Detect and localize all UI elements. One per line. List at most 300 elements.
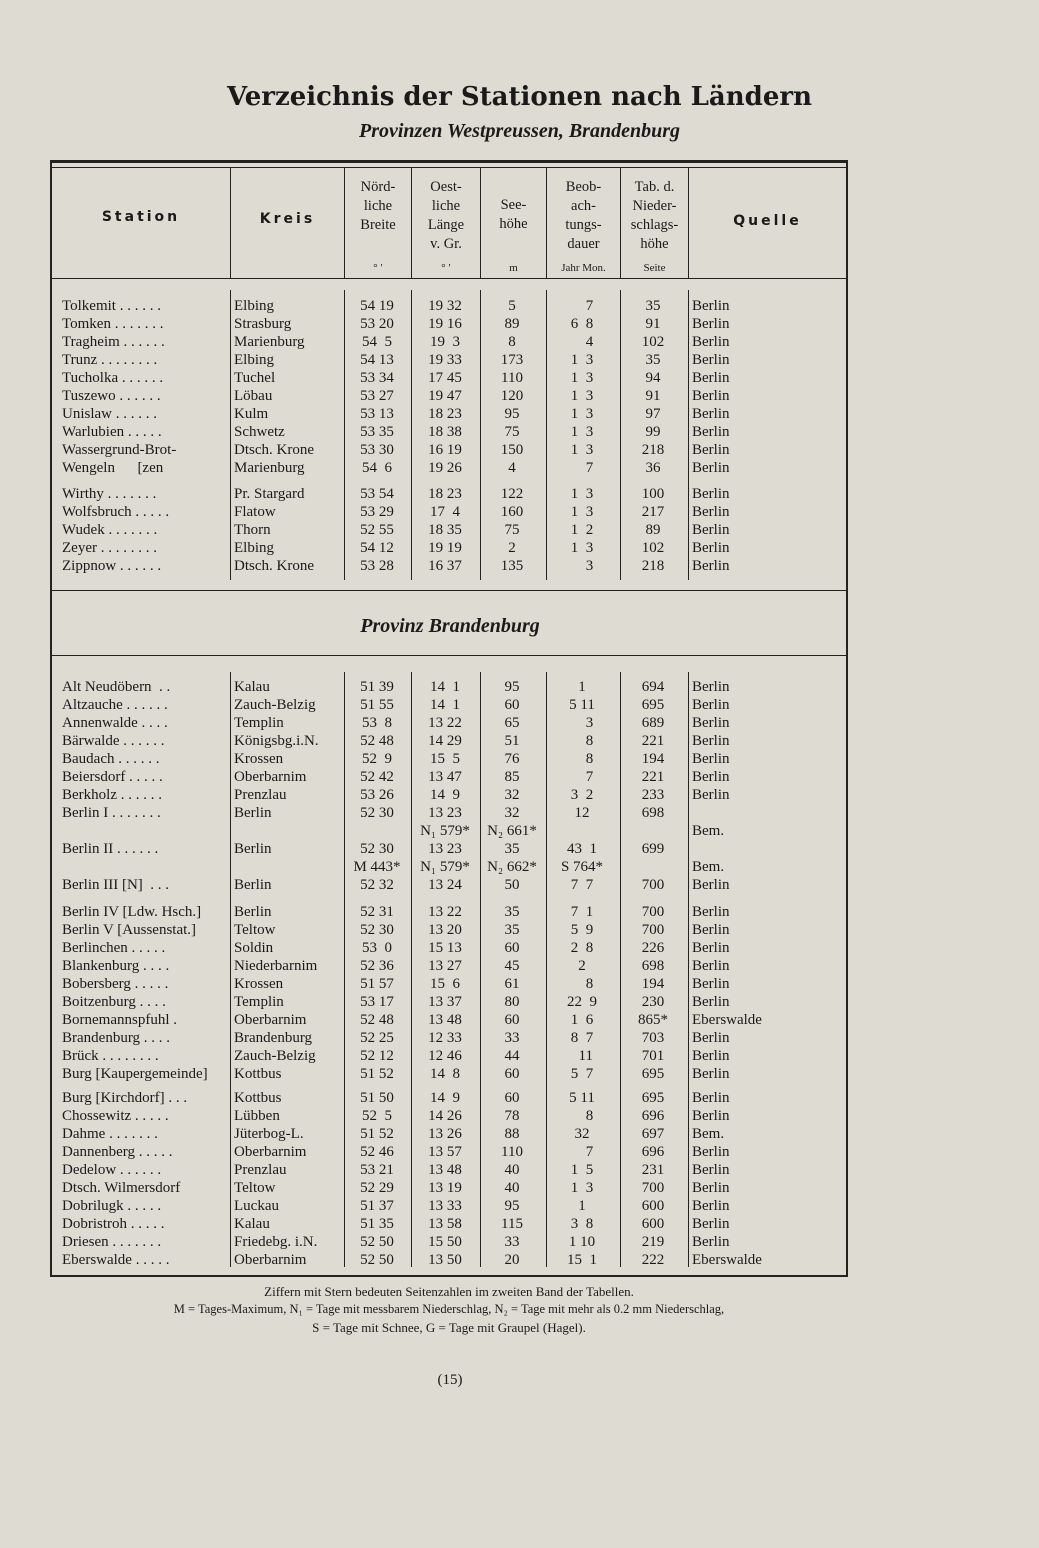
table-row — [0, 750, 848, 768]
station-name: Annenwalde . . . . — [62, 715, 168, 731]
seehoehe: 80 — [504, 994, 520, 1010]
breite: 52 50 — [360, 1234, 394, 1250]
quelle: Berlin — [692, 715, 730, 731]
table-row — [0, 1029, 848, 1047]
laenge: 19 32 — [428, 298, 462, 314]
station-name: Tuszewo . . . . . . — [62, 388, 161, 404]
laenge: 15 5 — [430, 751, 460, 767]
seehoehe: 85 — [504, 769, 520, 785]
beobachtungsdauer: 3 8 — [570, 1216, 594, 1232]
breite: 52 30 — [360, 805, 394, 821]
station-name: Baudach . . . . . . — [62, 751, 160, 767]
tab-seite: 697 — [641, 1126, 665, 1142]
section-rule-bottom — [50, 655, 848, 656]
quelle: Berlin — [692, 558, 730, 574]
seehoehe: 135 — [500, 558, 524, 574]
beobachtungsdauer: 3 — [570, 558, 594, 574]
quelle: Bem. — [692, 859, 725, 875]
table-row — [0, 1197, 848, 1215]
header-breite: Nörd- liche Breite — [360, 179, 396, 233]
beobachtungsdauer: 1 5 — [570, 1162, 594, 1178]
beobachtungsdauer: 8 — [570, 976, 594, 992]
header-beob: Beob- ach- tungs- dauer — [565, 179, 602, 252]
quelle: Berlin — [692, 877, 730, 893]
laenge: 18 38 — [428, 424, 462, 440]
quelle: Berlin — [692, 388, 730, 404]
station-name: Dahme . . . . . . . — [62, 1126, 158, 1142]
seehoehe: 78 — [504, 1108, 520, 1124]
quelle: Berlin — [692, 769, 730, 785]
quelle: Berlin — [692, 298, 730, 314]
table-row — [0, 1215, 848, 1233]
laenge: N₁ 579* — [420, 823, 470, 839]
table-row — [0, 768, 848, 786]
table-row — [0, 786, 848, 804]
tab-seite: 694 — [641, 679, 665, 695]
beobachtungsdauer: 7 1 — [570, 904, 594, 920]
beobachtungsdauer: 7 — [570, 298, 594, 314]
footnote-line-2: M = Tages-Maximum, N₁ = Tage mit messbarem Niederschlag, N₂ = Tage mit mehr als 0.2 mm Niederschlag, — [173, 1302, 725, 1316]
beobachtungsdauer: 1 3 — [570, 406, 594, 422]
quelle: Berlin — [692, 1216, 730, 1232]
tab-seite: 35 — [645, 352, 661, 368]
beobachtungsdauer: 5 9 — [570, 922, 594, 938]
seehoehe: 61 — [504, 976, 520, 992]
seehoehe: 33 — [504, 1234, 520, 1250]
seehoehe: 88 — [504, 1126, 520, 1142]
station-name: Brandenburg . . . . — [62, 1030, 171, 1046]
laenge: N₁ 579* — [420, 859, 470, 875]
table-row — [0, 351, 848, 369]
kreis: Marienburg — [234, 334, 305, 350]
beobachtungsdauer: 1 3 — [570, 504, 594, 520]
header-kreis: Kreis — [259, 211, 316, 227]
station-name: Berlin III [N] . . . — [62, 877, 170, 893]
laenge: 13 33 — [428, 1198, 462, 1214]
laenge: 19 26 — [428, 460, 462, 476]
laenge: 19 47 — [428, 388, 462, 404]
quelle: Berlin — [692, 316, 730, 332]
tab-seite: 194 — [641, 976, 665, 992]
tab-seite: 97 — [645, 406, 661, 422]
laenge: 13 20 — [428, 922, 462, 938]
seehoehe: 40 — [504, 1180, 520, 1196]
kreis: Prenzlau — [234, 1162, 287, 1178]
station-name: Dobrilugk . . . . . — [62, 1198, 162, 1214]
seehoehe: 50 — [504, 877, 520, 893]
station-name: Burg [Kirchdorf] . . . — [62, 1090, 188, 1106]
station-name: Tragheim . . . . . . — [62, 334, 165, 350]
quelle: Eberswalde — [692, 1252, 762, 1268]
table-row — [0, 678, 848, 696]
station-name: Berkholz . . . . . . — [62, 787, 162, 803]
tab-seite: 218 — [641, 558, 665, 574]
beobachtungsdauer: 3 2 — [570, 787, 594, 803]
station-name: Wassergrund-Brot- — [62, 442, 177, 458]
unit-beob: Jahr Mon. — [561, 262, 606, 274]
tab-seite: 700 — [641, 1180, 665, 1196]
kreis: Elbing — [234, 352, 274, 368]
beobachtungsdauer: 7 7 — [570, 877, 594, 893]
kreis: Krossen — [234, 976, 284, 992]
laenge: 14 8 — [430, 1066, 460, 1082]
quelle: Berlin — [692, 1198, 730, 1214]
quelle: Berlin — [692, 1144, 730, 1160]
beobachtungsdauer: 7 — [570, 769, 594, 785]
beobachtungsdauer: 8 — [570, 751, 594, 767]
table-row — [0, 858, 848, 876]
kreis: Templin — [234, 715, 284, 731]
laenge: 18 35 — [428, 522, 462, 538]
laenge: 14 1 — [430, 697, 460, 713]
station-name: Dtsch. Wilmersdorf — [62, 1180, 181, 1196]
header-seehoehe: See- höhe — [499, 197, 528, 232]
kreis: Marienburg — [234, 460, 305, 476]
tab-seite: 695 — [641, 697, 665, 713]
quelle: Berlin — [692, 940, 730, 956]
breite: 52 55 — [360, 522, 394, 538]
tab-seite: 219 — [641, 1234, 665, 1250]
tab-seite: 217 — [641, 504, 665, 520]
station-name: Tucholka . . . . . . — [62, 370, 164, 386]
breite: 53 17 — [360, 994, 394, 1010]
laenge: 13 27 — [428, 958, 462, 974]
kreis: Königsbg.i.N. — [234, 733, 319, 749]
kreis: Kalau — [234, 1216, 270, 1232]
seehoehe: 65 — [504, 715, 520, 731]
quelle: Bem. — [692, 823, 725, 839]
quelle: Berlin — [692, 976, 730, 992]
laenge: 13 47 — [428, 769, 462, 785]
table-row — [0, 441, 848, 459]
tab-seite: 865* — [638, 1012, 668, 1028]
tab-seite: 231 — [641, 1162, 665, 1178]
breite: 52 42 — [360, 769, 394, 785]
kreis: Templin — [234, 994, 284, 1010]
station-name: Wengeln [zen — [62, 460, 164, 476]
beobachtungsdauer: S 764* — [560, 859, 604, 875]
laenge: 15 6 — [430, 976, 460, 992]
section-title-brandenburg: Provinz Brandenburg — [360, 615, 540, 637]
beobachtungsdauer: 15 1 — [567, 1252, 597, 1268]
beobachtungsdauer: 1 3 — [570, 1180, 594, 1196]
seehoehe: 150 — [500, 442, 524, 458]
breite: 52 25 — [360, 1030, 394, 1046]
kreis: Oberbarnim — [234, 1012, 307, 1028]
seehoehe: 110 — [501, 1144, 523, 1160]
station-name: Dannenberg . . . . . — [62, 1144, 173, 1160]
seehoehe: 89 — [504, 316, 520, 332]
laenge: 13 48 — [428, 1162, 462, 1178]
table-row — [0, 696, 848, 714]
tab-seite: 698 — [641, 805, 665, 821]
header-top-rule — [50, 167, 848, 168]
beobachtungsdauer: 5 11 — [569, 697, 595, 713]
table-row — [0, 423, 848, 441]
kreis: Dtsch. Krone — [234, 558, 314, 574]
tab-seite: 698 — [641, 958, 665, 974]
table-row — [0, 822, 848, 840]
quelle: Berlin — [692, 679, 730, 695]
unit-laenge: ° ′ — [441, 262, 451, 274]
breite: 52 48 — [360, 733, 394, 749]
breite: 53 13 — [360, 406, 394, 422]
tab-seite: 221 — [641, 733, 665, 749]
kreis: Thorn — [234, 522, 271, 538]
tab-seite: 91 — [645, 316, 661, 332]
laenge: 13 23 — [428, 805, 462, 821]
tab-seite: 218 — [641, 442, 665, 458]
kreis: Lübben — [234, 1108, 280, 1124]
seehoehe: 44 — [504, 1048, 520, 1064]
laenge: 14 29 — [428, 733, 462, 749]
seehoehe: 95 — [504, 679, 520, 695]
quelle: Berlin — [692, 406, 730, 422]
tab-seite: 696 — [641, 1108, 665, 1124]
breite: 54 13 — [360, 352, 394, 368]
laenge: 12 33 — [428, 1030, 462, 1046]
tab-seite: 89 — [645, 522, 661, 538]
kreis: Niederbarnim — [234, 958, 318, 974]
seehoehe: 35 — [504, 922, 520, 938]
breite: 52 5 — [362, 1108, 392, 1124]
tab-seite: 102 — [641, 540, 665, 556]
table-row — [0, 1179, 848, 1197]
table-row — [0, 804, 848, 822]
tab-seite: 91 — [645, 388, 661, 404]
tab-seite: 700 — [641, 922, 665, 938]
tab-seite: 600 — [641, 1198, 665, 1214]
beobachtungsdauer: 43 1 — [567, 841, 597, 857]
seehoehe: 95 — [504, 1198, 520, 1214]
beobachtungsdauer: 1 — [578, 679, 586, 695]
kreis: Berlin — [234, 841, 272, 857]
tab-seite: 600 — [641, 1216, 665, 1232]
kreis: Strasburg — [234, 316, 292, 332]
seehoehe: N₂ 662* — [487, 859, 537, 875]
breite: 51 37 — [360, 1198, 394, 1214]
breite: 53 27 — [360, 388, 394, 404]
breite: 54 12 — [360, 540, 394, 556]
unit-tab: Seite — [643, 262, 666, 274]
breite: 51 35 — [360, 1216, 394, 1232]
laenge: 18 23 — [428, 406, 462, 422]
beobachtungsdauer: 8 — [570, 1108, 594, 1124]
breite: 54 5 — [362, 334, 392, 350]
breite: 52 32 — [360, 877, 394, 893]
laenge: 17 4 — [430, 504, 460, 520]
station-name: Brück . . . . . . . . — [62, 1048, 159, 1064]
seehoehe: 75 — [504, 424, 520, 440]
laenge: 14 26 — [428, 1108, 462, 1124]
station-name: Wirthy . . . . . . . — [62, 486, 157, 502]
table-row — [0, 732, 848, 750]
laenge: 14 9 — [430, 1090, 460, 1106]
breite: 51 52 — [360, 1126, 394, 1142]
header-tab: Tab. d. Nieder- schlags- höhe — [630, 179, 679, 252]
laenge: 19 16 — [428, 316, 462, 332]
station-name: Warlubien . . . . . — [62, 424, 162, 440]
quelle: Berlin — [692, 1234, 730, 1250]
table-row — [0, 1233, 848, 1251]
laenge: 13 23 — [428, 841, 462, 857]
header-station: Station — [101, 209, 181, 225]
table-row — [0, 1161, 848, 1179]
tab-seite: 194 — [641, 751, 665, 767]
station-name: Bärwalde . . . . . . — [62, 733, 165, 749]
beobachtungsdauer: 1 2 — [570, 522, 594, 538]
quelle: Berlin — [692, 958, 730, 974]
laenge: 19 19 — [428, 540, 462, 556]
breite: 53 35 — [360, 424, 394, 440]
kreis: Elbing — [234, 298, 274, 314]
beobachtungsdauer: 11 — [571, 1048, 593, 1064]
seehoehe: 60 — [504, 697, 520, 713]
quelle: Berlin — [692, 787, 730, 803]
laenge: 15 50 — [428, 1234, 462, 1250]
header-bottom-rule — [50, 278, 848, 279]
table-row — [0, 1107, 848, 1125]
tab-seite: 230 — [641, 994, 665, 1010]
beobachtungsdauer: 7 — [570, 1144, 594, 1160]
breite: 52 9 — [362, 751, 392, 767]
tab-seite: 701 — [641, 1048, 665, 1064]
seehoehe: 32 — [504, 805, 520, 821]
beobachtungsdauer: 1 3 — [570, 486, 594, 502]
beobachtungsdauer: 1 3 — [570, 352, 594, 368]
table-row — [0, 315, 848, 333]
footnote-line-1: Ziffern mit Stern bedeuten Seitenzahlen im zweiten Band der Tabellen. — [264, 1284, 634, 1299]
quelle: Berlin — [692, 733, 730, 749]
station-name: Beiersdorf . . . . . — [62, 769, 163, 785]
laenge: 13 50 — [428, 1252, 462, 1268]
laenge: 12 46 — [428, 1048, 462, 1064]
table-row — [0, 387, 848, 405]
table-row — [0, 876, 848, 894]
breite: 52 30 — [360, 922, 394, 938]
table-row — [0, 297, 848, 315]
seehoehe: 60 — [504, 1012, 520, 1028]
beobachtungsdauer: 8 7 — [570, 1030, 594, 1046]
station-name: Unislaw . . . . . . — [62, 406, 157, 422]
seehoehe: 160 — [500, 504, 524, 520]
kreis: Jüterbog-L. — [234, 1126, 304, 1142]
kreis: Dtsch. Krone — [234, 442, 314, 458]
station-name: Chossewitz . . . . . — [62, 1108, 169, 1124]
seehoehe: 20 — [504, 1252, 520, 1268]
laenge: 17 45 — [428, 370, 462, 386]
kreis: Friedebg. i.N. — [234, 1234, 318, 1250]
laenge: 13 26 — [428, 1126, 462, 1142]
quelle: Berlin — [692, 352, 730, 368]
tab-seite: 699 — [641, 841, 665, 857]
seehoehe: 51 — [504, 733, 520, 749]
station-name: Berlin V [Aussenstat.] — [62, 922, 197, 938]
kreis: Teltow — [234, 1180, 276, 1196]
beobachtungsdauer: 1 — [578, 1198, 586, 1214]
breite: 53 28 — [360, 558, 394, 574]
laenge: 13 57 — [428, 1144, 462, 1160]
seehoehe: 2 — [508, 540, 516, 556]
beobachtungsdauer: 5 11 — [569, 1090, 595, 1106]
kreis: Flatow — [234, 504, 276, 520]
kreis: Oberbarnim — [234, 1144, 307, 1160]
kreis: Brandenburg — [234, 1030, 313, 1046]
seehoehe: 75 — [504, 522, 520, 538]
kreis: Löbau — [234, 388, 273, 404]
laenge: 19 3 — [430, 334, 460, 350]
tab-seite: 703 — [641, 1030, 665, 1046]
header-laenge: Oest- liche Länge v. Gr. — [427, 179, 465, 252]
station-name: Eberswalde . . . . . — [62, 1252, 170, 1268]
tab-seite: 695 — [641, 1090, 665, 1106]
seehoehe: 122 — [500, 486, 524, 502]
kreis: Kottbus — [234, 1090, 282, 1106]
station-name: Wudek . . . . . . . — [62, 522, 158, 538]
unit-seehoehe: m — [509, 262, 518, 274]
seehoehe: 5 — [508, 298, 516, 314]
tab-seite: 226 — [641, 940, 665, 956]
station-name: Blankenburg . . . . — [62, 958, 170, 974]
beobachtungsdauer: 1 3 — [570, 540, 594, 556]
quelle: Berlin — [692, 486, 730, 502]
beobachtungsdauer: 1 3 — [570, 442, 594, 458]
seehoehe: 32 — [504, 787, 520, 803]
seehoehe: 110 — [501, 370, 523, 386]
table-row — [0, 405, 848, 423]
seehoehe: 40 — [504, 1162, 520, 1178]
laenge: 14 9 — [430, 787, 460, 803]
beobachtungsdauer: 8 — [570, 733, 594, 749]
quelle: Berlin — [692, 1048, 730, 1064]
laenge: 13 22 — [428, 715, 462, 731]
unit-breite: ° ′ — [373, 262, 383, 274]
station-name: Altzauche . . . . . . — [62, 697, 168, 713]
beobachtungsdauer: 12 — [574, 805, 590, 821]
tab-seite: 36 — [645, 460, 661, 476]
station-name: Driesen . . . . . . . — [62, 1234, 162, 1250]
kreis: Berlin — [234, 904, 272, 920]
tab-seite: 94 — [645, 370, 661, 386]
table-row — [0, 714, 848, 732]
station-name: Berlin IV [Ldw. Hsch.] — [62, 904, 202, 920]
beobachtungsdauer: 22 9 — [567, 994, 597, 1010]
breite: 52 50 — [360, 1252, 394, 1268]
table-row — [0, 503, 848, 521]
breite: 53 30 — [360, 442, 394, 458]
kreis: Krossen — [234, 751, 284, 767]
breite: 52 12 — [360, 1048, 394, 1064]
kreis: Berlin — [234, 805, 272, 821]
breite: 52 31 — [360, 904, 394, 920]
kreis: Oberbarnim — [234, 769, 307, 785]
seehoehe: 8 — [508, 334, 516, 350]
station-name: Zippnow . . . . . . — [62, 558, 162, 574]
quelle: Eberswalde — [692, 1012, 762, 1028]
breite: 53 20 — [360, 316, 394, 332]
table-row — [0, 1089, 848, 1107]
tab-seite: 233 — [641, 787, 665, 803]
seehoehe: 60 — [504, 1090, 520, 1106]
tab-seite: 99 — [645, 424, 661, 440]
table-row — [0, 840, 848, 858]
tab-seite: 35 — [645, 298, 661, 314]
station-name: Bobersberg . . . . . — [62, 976, 169, 992]
seehoehe: 4 — [508, 460, 516, 476]
table-row — [0, 521, 848, 539]
tab-seite: 102 — [641, 334, 665, 350]
breite: 51 55 — [360, 697, 394, 713]
